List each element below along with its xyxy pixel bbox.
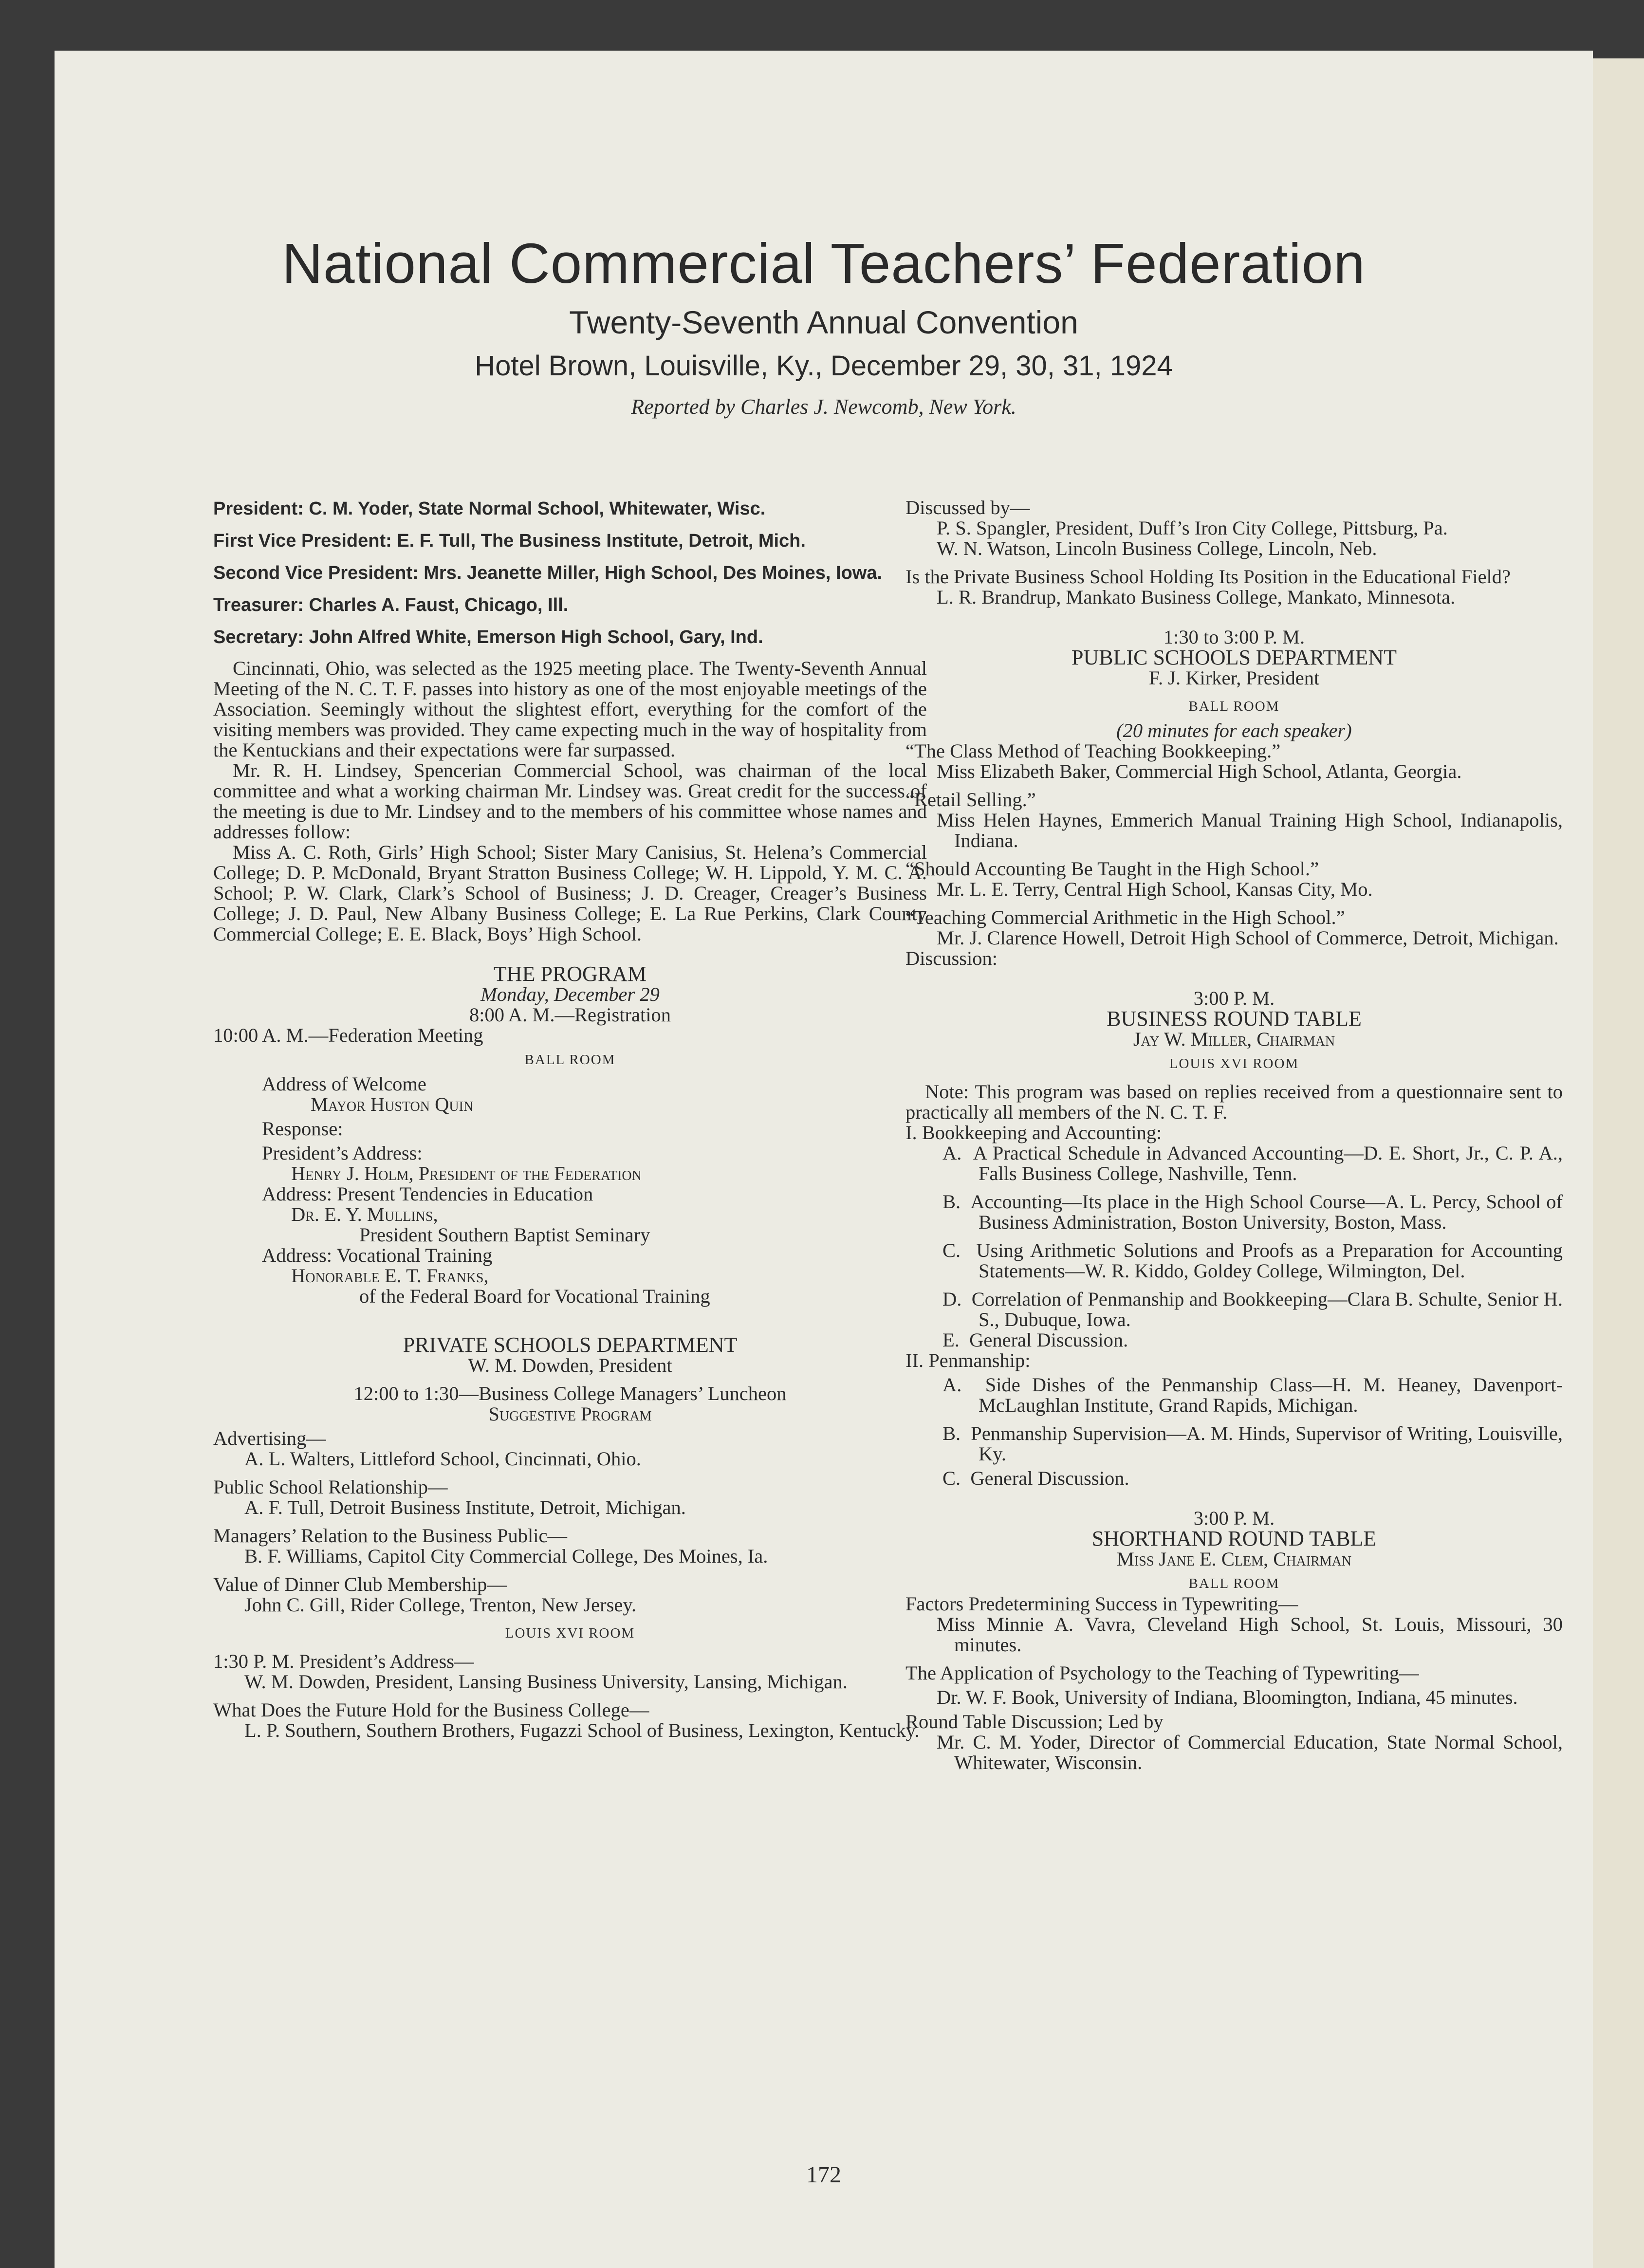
talk-entry: “Should Accounting Be Taught in the High School.” Mr. L. E. Terry, Central High School, Kansas City, Mo.: [905, 858, 1373, 900]
room-label: BALL ROOM: [1188, 1576, 1280, 1591]
business-round-table-chairman: Jay W. Miller, Chairman: [1133, 1028, 1335, 1050]
discussion-label: Discussed by—: [905, 497, 1030, 518]
welcome-label: Address of Welcome: [262, 1073, 426, 1095]
section-heading: II. Penmanship:: [905, 1349, 1031, 1371]
officer-second-vice-president: Second Vice President: Mrs. Jeanette Miller, High School, Des Moines, Iowa.: [213, 563, 883, 583]
section-item: A. A Practical Schedule in Advanced Accounting—D. E. Short, Jr., C. P. A., Falls Business College, Nashville, Tenn.: [942, 1142, 1563, 1184]
room-label: LOUIS XVI ROOM: [1169, 1056, 1299, 1071]
topic-entry: Value of Dinner Club Membership— John C. Gill, Rider College, Trenton, New Jersey.: [213, 1573, 637, 1616]
program-heading: THE PROGRAM: [493, 962, 647, 986]
program-federation-meeting: 10:00 A. M.—Federation Meeting: [213, 1024, 483, 1046]
topic-entry: Factors Predetermining Success in Typewriting— Miss Minnie A. Vavra, Cleveland High School, St. Louis, Missouri, 30 minutes.: [905, 1593, 1563, 1656]
topic-entry: Round Table Discussion; Led by Mr. C. M. Yoder, Director of Commercial Education, State Normal School, Whitewater, Wisconsin.: [905, 1711, 1563, 1773]
welcome-speaker: Mayor Huston Quin: [311, 1093, 474, 1115]
private-schools-heading: PRIVATE SCHOOLS DEPARTMENT: [403, 1333, 738, 1357]
topic-entry: The Application of Psychology to the Teaching of Typewriting— Dr. W. F. Book, University of Indiana, Bloomington, Indiana, 45 minutes.: [905, 1662, 1518, 1708]
facing-page-edge: [1593, 58, 1644, 2268]
officer-first-vice-president: First Vice President: E. F. Tull, The Business Institute, Detroit, Mich.: [213, 531, 806, 551]
suggestive-program: Suggestive Program: [488, 1403, 652, 1425]
business-round-table-time: 3:00 P. M.: [1193, 987, 1275, 1009]
talk-entry: “Retail Selling.” Miss Helen Haynes, Emmerich Manual Training High School, Indianapolis, Indiana.: [905, 789, 1563, 851]
officer-treasurer: Treasurer: Charles A. Faust, Chicago, Ill.: [213, 595, 569, 615]
response-label: Response:: [262, 1118, 343, 1140]
section-item: C. General Discussion.: [942, 1467, 1129, 1489]
discussion-question-speaker: L. R. Brandrup, Mankato Business College, Mankato, Minnesota.: [937, 586, 1456, 608]
program-day: Monday, December 29: [480, 983, 660, 1005]
private-schools-president: W. M. Dowden, President: [468, 1354, 672, 1376]
public-schools-time: 1:30 to 3:00 P. M.: [1163, 626, 1305, 648]
section-item: B. Penmanship Supervision—A. M. Hinds, Supervisor of Writing, Louisville, Ky.: [942, 1422, 1563, 1465]
section-heading: I. Bookkeeping and Accounting:: [905, 1122, 1162, 1143]
officer-president: President: C. M. Yoder, State Normal School, Whitewater, Wisc.: [213, 498, 766, 519]
discussion-label: Discussion:: [905, 947, 998, 969]
right-column: [905, 498, 1563, 1773]
discussion-speaker: W. N. Watson, Lincoln Business College, Lincoln, Neb.: [937, 537, 1377, 559]
luncheon-line: 12:00 to 1:30—Business College Managers’ Luncheon: [353, 1383, 787, 1404]
address-vocational-speaker: Honorable E. T. Franks,: [291, 1265, 489, 1287]
intro-paragraph: Mr. R. H. Lindsey, Spencerian Commercial School, was chairman of the local committee and what a working chairman Mr. Lindsey was. Great credit for the success of the meeting is due to Mr. Lindsey and to the members of his committee whose names and addresses follow:: [213, 759, 927, 843]
topic-entry: What Does the Future Hold for the Business College— L. P. Southern, Southern Brothers, Fugazzi School of Business, Lexington, Kentucky.: [213, 1699, 920, 1741]
shorthand-round-table-heading: SHORTHAND ROUND TABLE: [1091, 1527, 1377, 1550]
page-title: National Commercial Teachers’ Federation: [282, 232, 1366, 295]
section-item: B. Accounting—Its place in the High School Course—A. L. Percy, School of Business Administration, Boston University, Boston, Mass.: [942, 1191, 1563, 1233]
room-label: LOUIS XVI ROOM: [505, 1625, 635, 1641]
topic-entry: Advertising— A. L. Walters, Littleford School, Cincinnati, Ohio.: [213, 1427, 641, 1470]
topic-entry: Managers’ Relation to the Business Public— B. F. Williams, Capitol City Commercial College, Des Moines, Ia.: [213, 1525, 768, 1567]
talk-entry: “The Class Method of Teaching Bookkeeping.” Miss Elizabeth Baker, Commercial High School, Atlanta, Georgia.: [905, 740, 1462, 782]
room-label: BALL ROOM: [524, 1052, 616, 1068]
address-education-affiliation: President Southern Baptist Seminary: [359, 1224, 650, 1246]
reporter-line: Reported by Charles J. Newcomb, New York.: [631, 395, 1016, 419]
program-registration: 8:00 A. M.—Registration: [469, 1004, 671, 1026]
address-education-speaker: Dr. E. Y. Mullins,: [291, 1203, 438, 1225]
intro-paragraph: Cincinnati, Ohio, was selected as the 1925 meeting place. The Twenty-Seventh Annual Meeting of the N. C. T. F. passes into history as one of the most enjoyable meetings of the Association. Seemingly without the slightest effort, everything for the comfort of the visiting members was provided. They came expecting much in the way of hospitality from the Kentuckians and their expectations were far surpassed.: [213, 657, 927, 761]
questionnaire-note: Note: This program was based on replies received from a questionnaire sent to practically all members of the N. C. T. F.: [905, 1081, 1563, 1123]
address-education: Address: Present Tendencies in Education: [262, 1183, 593, 1205]
discussion-question: Is the Private Business School Holding Its Position in the Educational Field?: [905, 566, 1511, 588]
president-name: Henry J. Holm, President of the Federation: [291, 1162, 642, 1184]
shorthand-round-table-chairman: Miss Jane E. Clem, Chairman: [1116, 1548, 1352, 1570]
page-number: 172: [806, 2162, 841, 2188]
room-label: BALL ROOM: [1188, 699, 1280, 714]
talk-entry: “Teaching Commercial Arithmetic in the High School.” Mr. J. Clarence Howell, Detroit High School of Commerce, Detroit, Michigan.: [905, 906, 1559, 949]
officer-secretary: Secretary: John Alfred White, Emerson High School, Gary, Ind.: [213, 627, 763, 647]
speaker-time-note: (20 minutes for each speaker): [1116, 719, 1352, 741]
shorthand-round-table-time: 3:00 P. M.: [1193, 1507, 1275, 1529]
section-item: A. Side Dishes of the Penmanship Class—H. M. Heaney, Davenport-McLaughlan Institute, Grand Rapids, Michigan.: [942, 1374, 1563, 1416]
address-vocational-affiliation: of the Federal Board for Vocational Training: [359, 1285, 710, 1307]
discussion-speaker: P. S. Spangler, President, Duff’s Iron City College, Pittsburg, Pa.: [937, 517, 1448, 539]
convention-subtitle: Twenty-Seventh Annual Convention: [569, 304, 1078, 340]
convention-location: Hotel Brown, Louisville, Ky., December 29, 30, 31, 1924: [475, 350, 1173, 382]
section-item: E. General Discussion.: [942, 1329, 1128, 1351]
topic-entry: 1:30 P. M. President’s Address— W. M. Dowden, President, Lansing Business University, Lansing, Michigan.: [213, 1650, 848, 1693]
committee-list: Miss A. C. Roth, Girls’ High School; Sister Mary Canisius, St. Helena’s Commercial College; D. P. McDonald, Bryant Stratton Business College; W. H. Lippold, Y. M. C. A. School; P. W. Clark, Clark’s School of Business; J. D. Creager, Creager’s Business College; J. D. Paul, New Albany Business College; E. La Rue Perkins, Clark County Commercial College; E. E. Black, Boys’ High School.: [213, 841, 927, 945]
business-round-table-heading: BUSINESS ROUND TABLE: [1107, 1007, 1362, 1031]
public-schools-president: F. J. Kirker, President: [1148, 667, 1320, 689]
left-column: [213, 498, 927, 1741]
presidents-address-label: President’s Address:: [262, 1142, 423, 1164]
section-item: C. Using Arithmetic Solutions and Proofs as a Preparation for Accounting Statements—W. R. Kiddo, Goldey College, Wilmington, Del.: [942, 1239, 1563, 1282]
public-schools-heading: PUBLIC SCHOOLS DEPARTMENT: [1071, 645, 1397, 669]
document-page: [55, 51, 1593, 2268]
section-item: D. Correlation of Penmanship and Bookkeeping—Clara B. Schulte, Senior H. S., Dubuque, Iowa.: [942, 1288, 1563, 1330]
address-vocational: Address: Vocational Training: [262, 1244, 493, 1266]
topic-entry: Public School Relationship— A. F. Tull, Detroit Business Institute, Detroit, Michigan.: [213, 1476, 686, 1518]
